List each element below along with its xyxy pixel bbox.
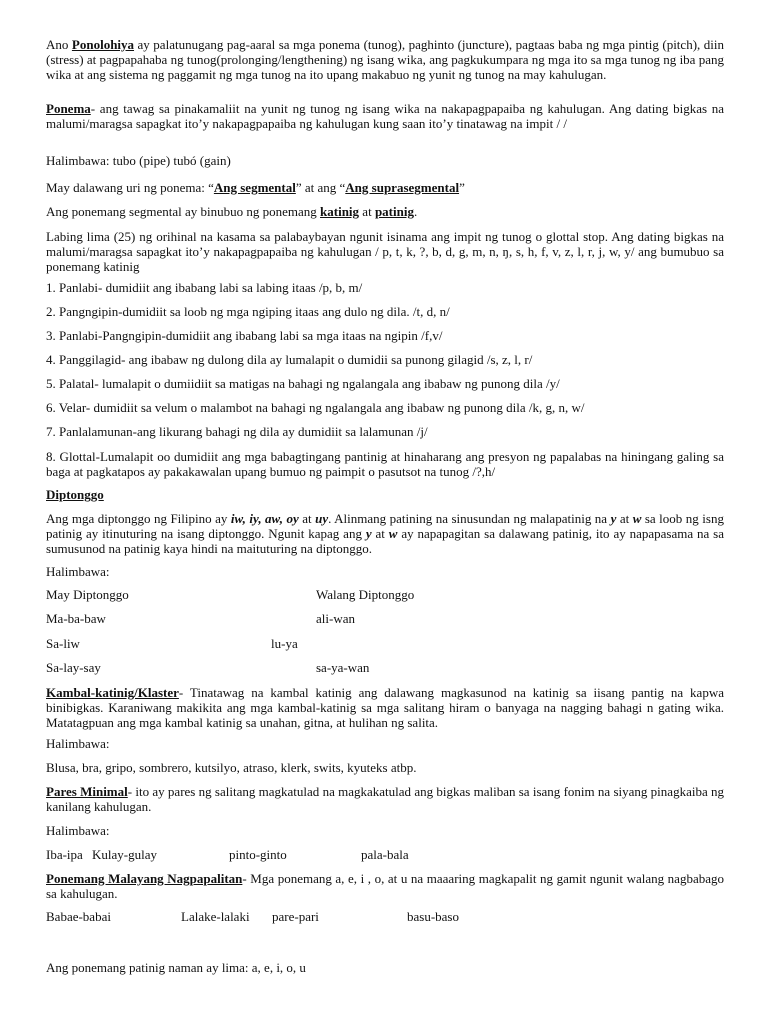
example-tubo: Halimbawa: tubo (pipe) tubó (gain) (46, 153, 231, 168)
list-item: 4. Panggilagid- ang ibabaw ng dulong dila ay lumalapit o dumidii sa punong gilagid /s, z, l, r/ (46, 352, 533, 367)
list-item: 1. Panlabi- dumidiit ang ibabang labi sa labing itaas /p, b, m/ (46, 280, 363, 295)
text-fragment: at (359, 204, 375, 219)
term-suprasegmental: Ang suprasegmental (345, 180, 460, 195)
term-ponemang-malaya: Ponemang Malayang Nagpapalitan (46, 871, 243, 886)
example-pair: basu-baso (407, 909, 459, 924)
list-item: 7. Panlalamunan-ang likurang bahagi ng dila ay dumidiit sa lalamunan /j/ (46, 424, 428, 439)
letter-w: w (388, 526, 398, 541)
pares-examples-row (46, 847, 724, 863)
list-item: 5. Palatal- lumalapit o dumiidiit sa matigas na bahagi ng ngalangala ang ibabaw ng punong dila /y/ (46, 376, 560, 391)
text-fragment: at (371, 526, 389, 541)
term-ponolohiya: Ponolohiya (71, 37, 135, 52)
definition-text: - Mga ponemang a, e, i , o, at u na maaaring magkapalit ng gamit ngunit walang nagbabago sa kahulugan. (46, 871, 724, 901)
text-fragment: at (616, 511, 633, 526)
example-label: Halimbawa: (46, 823, 110, 838)
list-item: 8. Glottal-Lumalapit oo dumidiit ang mga babagtingang pantinig at hinaharang ang presyon ng papalabas na hiningang galing sa baga at pagkatapos ay pakakawalan upang bumuo ng paimpit o pasutsot na tunog /?,h/ (46, 449, 724, 479)
diptonggo-paragraph (46, 511, 724, 556)
definition-text: - Tinatawag na kambal katinig ang dalawang magkasunod na katinig sa iisang pantig na kapwa binibigkas. Karaniwang makikita ang mga kambal-katinig sa mga salitang hiram o banyaga na nagging bahagi n gating wika. Matatagpuan ang mga kambal katinig sa unahan, gitna, at hulihan ng salita. (46, 685, 724, 730)
ponolohiya-paragraph (46, 37, 724, 82)
pares-paragraph (46, 784, 724, 814)
diptonggo-table-header (46, 587, 724, 603)
text-fragment: ay napapagitan sa dalawang patinig, ito ay napapasama na sa sumusunod na patinig kaya hindi na maituturing na diptonggo. (46, 526, 724, 556)
text-fragment: May dalawang uri ng ponema: “ (46, 180, 214, 195)
table-cell: Sa-liw (46, 636, 80, 651)
example-pair: Iba-ipa (46, 847, 83, 862)
table-cell: ali-wan (316, 611, 355, 626)
table-cell: sa-ya-wan (316, 660, 370, 675)
closing-line: Ang ponemang patinig naman ay lima: a, e, i, o, u (46, 960, 306, 975)
list-item: 2. Pangngipin-dumidiit sa loob ng mga ngiping itaas ang dulo ng dila. /t, d, n/ (46, 304, 450, 319)
table-cell: Sa-lay-say (46, 660, 101, 675)
table-cell: Ma-ba-baw (46, 611, 106, 626)
malaya-examples-row (46, 909, 724, 925)
text-fragment: Ang ponemang segmental ay binubuo ng ponemang (46, 204, 321, 219)
example-label: Halimbawa: (46, 736, 110, 751)
example-pair: pala-bala (361, 847, 409, 862)
list-item: 3. Panlabi-Pangngipin-dumidiit ang ibabang labi sa mga itaas na ngipin /f,v/ (46, 328, 443, 343)
example-pair: pinto-ginto (229, 847, 287, 862)
diptonggo-heading (46, 487, 724, 502)
letter-w: w (632, 511, 642, 526)
ponema-types-line (46, 180, 724, 195)
text-fragment: sa loob ng isng patinig ay itinuturing na isang diptonggo. Ngunit kapag ang (46, 511, 724, 541)
text-fragment: Ang mga diptonggo ng Filipino ay (46, 511, 231, 526)
letter-y: y (610, 511, 617, 526)
text-fragment: ” at ang “ (295, 180, 346, 195)
definition-text: ay palatunugang pag-aaral sa mga ponema (tunog), paghinto (juncture), pagtaas baba ng mga pintig (pitch), diin (stress) at pagpapahaba ng tunog(prolonging/lengthening) ng isang wika, ang pagkukumpara ng mga ito sa mga tunog ng iba pang wika at ang sistema ng paggamit ng mga tunog na ito upang makabuo ng yunit ng tunog na may kahulugan. (46, 37, 724, 82)
katinig-paragraph: Labing lima (25) ng orihinal na kasama sa palabaybayan ngunit isinama ang impit ng tunog o glottal stop. Ang dating bigkas na malumi/maragsa sapagkat ito’y nakapagpapaiba ng kahulugan / p, t, k, ?, b, d, g, m, n, ŋ, s, h, f, v, z, l, r, j, w, y/ ang bumubuo sa ponemang katinig (46, 229, 724, 274)
example-pair: pare-pari (272, 909, 319, 924)
lead-text: Ano (46, 37, 72, 52)
definition-text: - ito ay pares ng salitang magkatulad na magkakatulad ang bigkas maliban sa isang fonim na siyang pinagkaiba ng kanilang kahulugan. (46, 784, 724, 814)
ponema-paragraph (46, 101, 724, 131)
col-header-may-diptonggo: May Diptonggo (46, 587, 129, 602)
text-fragment: . Alinmang patining na sinusundan ng malapatinig na (328, 511, 611, 526)
segmental-line (46, 204, 724, 219)
klaster-paragraph (46, 685, 724, 730)
table-cell: lu-ya (271, 636, 298, 651)
example-pair: Babae-babai (46, 909, 111, 924)
malaya-paragraph (46, 871, 724, 901)
text-fragment: . (413, 204, 418, 219)
text-fragment: at (298, 511, 316, 526)
term-klaster: Kambal-katinig/Klaster (46, 685, 179, 700)
table-row (46, 636, 724, 652)
definition-text: - ang tawag sa pinakamaliit na yunit ng tunog ng isang wika na nakapagpapaiba ng kahulugan. Ang dating bigkas na malumi/maragsa sapagkat ito’y nakapagpapaiba ng kahulugan kung saan ito’y tinatawag na impit / / (46, 101, 724, 131)
diptonggo-list: iw, iy, aw, oy (230, 511, 299, 526)
term-segmental: Ang segmental (213, 180, 296, 195)
letter-y: y (365, 526, 372, 541)
term-ponema: Ponema (46, 101, 91, 116)
example-pair: Lalake-lalaki (181, 909, 250, 924)
term-patinig: patinig (374, 204, 414, 219)
text-fragment: ” (459, 180, 465, 195)
col-header-walang-diptonggo: Walang Diptonggo (316, 587, 415, 602)
term-pares-minimal: Pares Minimal (46, 784, 128, 799)
table-row (46, 660, 724, 676)
example-label: Halimbawa: (46, 564, 110, 579)
list-item: 6. Velar- dumidiit sa velum o malambot na bahagi ng ngalangala ang ibabaw ng punong dila /k, g, n, w/ (46, 400, 585, 415)
table-row (46, 611, 724, 627)
diptonggo-uy: uy (315, 511, 329, 526)
example-pair: Kulay-gulay (92, 847, 157, 862)
term-katinig: katinig (320, 204, 360, 219)
klaster-examples: Blusa, bra, gripo, sombrero, kutsilyo, atraso, klerk, swits, kyuteks atbp. (46, 760, 417, 775)
heading-text: Diptonggo (46, 487, 104, 502)
